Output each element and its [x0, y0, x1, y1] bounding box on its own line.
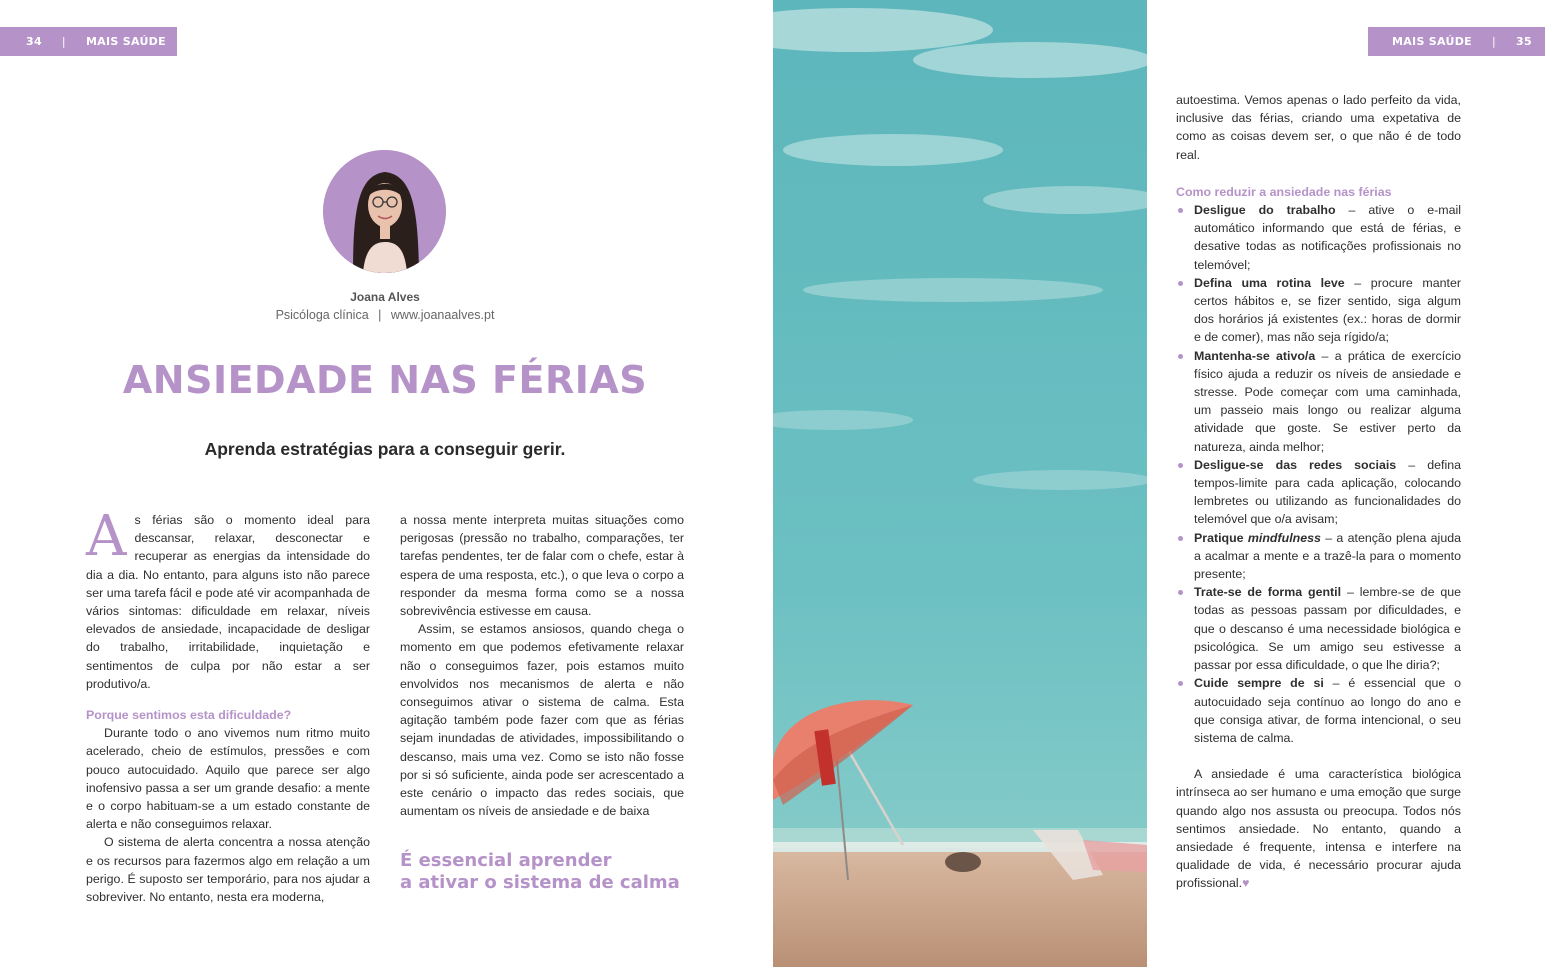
list-item [1176, 201, 1461, 274]
author-avatar [323, 150, 446, 273]
credentials-separator: | [378, 308, 382, 322]
body-paragraph: a nossa mente interpreta muitas situações como perigosas (pressão no trabalho, comparações, ter tarefas pendentes, ter de falar com o chefe, estar à espera de uma resposta, etc.), o que leva o corpo a responder da mesma forma como se a nossa sobrevivência estivesse em causa. [400, 513, 684, 619]
closing-text: A ansiedade é uma característica biológica intrínseca ao ser humano e uma emoção que surge quando algo nos assusta ou preocupa. Todos nós sentimos ansiedade. No entanto, quando a ansiedade é frequente, intensa e interfere na qualidade de vida, é necessário procurar ajuda profissional. [1176, 767, 1461, 891]
author-name: Joana Alves [350, 290, 420, 304]
body-paragraph: Assim, se estamos ansiosos, quando chega o momento em que podemos efetivamente relaxar não o conseguimos fazer, pois estamos muito envolvidos nos mecanismos de alerta e não conseguimos ativar o sistema de calma. Esta agitação também pode fazer com que as férias sejam inundadas de atividades, impossibilitando o descanso, mais uma vez. Como se isto não fosse por si só suficiente, ainda pode ser acrescentado a este cenário o impacto das redes sociais, que aumentam os níveis de ansiedade e de baixa [400, 622, 684, 819]
tip-title-italic: mindfulness [1247, 530, 1321, 545]
tip-title: Desligue-se das redes sociais [1194, 457, 1397, 472]
page-number: 34 [26, 35, 42, 48]
pull-quote-line: a ativar o sistema de calma [400, 872, 680, 893]
tip-title: Pratique [1194, 530, 1248, 545]
author-website-link[interactable]: www.joanaalves.pt [390, 308, 495, 322]
body-paragraph: Durante todo o ano vivemos num ritmo muito acelerado, cheio de estímulos, pressões e com pouco autocuidado. Aquilo que parece ser algo inofensivo passa a ser um grande desafio: a mente e o corpo habituam-se a um estado constante de alerta e não conseguimos relaxar. [86, 726, 370, 832]
tips-list [1176, 201, 1461, 747]
section-heading-why: Porque sentimos esta dificuldade? [86, 708, 292, 723]
tip-text: – a atenção plena ajuda a acalmar a mente e a trazê-la para o momento presente; [1194, 530, 1461, 582]
list-item [1176, 347, 1461, 456]
header-separator: | [1491, 35, 1496, 48]
page-number: 35 [1516, 35, 1532, 48]
body-paragraph: autoestima. Vemos apenas o lado perfeito da vida, inclusive das férias, criando uma expetativa de como as coisas devem ser, o que não é de todo real. [1176, 93, 1461, 162]
tip-text: – procure manter certos hábitos e, se fizer sentido, siga algum dos horários já existentes (ex.: horas de dormir e de comer), mas não seja rígido/a; [1194, 275, 1461, 345]
page-header-right [1368, 27, 1545, 56]
body-paragraph: O sistema de alerta concentra a nossa atenção e os recursos para fazermos algo em relação a um perigo. É suposto ser temporário, para nos ajudar a sobreviver. No entanto, nesta era moderna, [86, 835, 370, 905]
tip-title: Mantenha-se ativo/a [1194, 348, 1316, 363]
intro-paragraph [86, 504, 370, 693]
article-column-3 [1176, 91, 1461, 893]
article-title: ANSIEDADE NAS FÉRIAS [122, 358, 648, 402]
tip-text: – defina tempos-limite para cada aplicação, colocando lembretes ou utilizando as funcionalidades do telemóvel que o/a avisam; [1194, 457, 1461, 527]
list-item [1176, 674, 1461, 747]
tip-text: – a prática de exercício físico ajuda a reduzir os níveis de ansiedade e stresse. Pode começar com uma caminhada, um passeio mais longo ou realizar alguma atividade que goste. Se estiver perto da natureza, ainda melhor; [1194, 348, 1461, 454]
list-item [1176, 274, 1461, 347]
section-label: MAIS SAÚDE [85, 35, 166, 48]
tip-title: Defina uma rotina leve [1194, 275, 1345, 290]
drop-cap: A [86, 504, 127, 569]
tip-text: – ative o e-mail automático informando que está de férias, e desative todas as notificações profissionais no telemóvel; [1194, 203, 1461, 272]
tip-text: – lembre-se de que todas as pessoas passam por dificuldades, e que o descanso é uma necessidade biológica e psicológica. Se um amigo seu estivesse a passar por essa dificuldade, o que lhe diria?; [1194, 585, 1462, 673]
article-column-1 [86, 504, 370, 906]
pull-quote [400, 850, 700, 894]
list-item [1176, 529, 1461, 584]
article-column-2 [400, 511, 684, 820]
beach-photo [773, 0, 1147, 967]
heart-icon: ♥ [1242, 876, 1250, 891]
tip-title: Desligue do trabalho [1194, 203, 1336, 218]
tip-title: Cuide sempre de si [1194, 676, 1324, 691]
section-heading-how: Como reduzir a ansiedade nas férias [1176, 184, 1392, 199]
author-role: Psicóloga clínica [275, 308, 369, 322]
tip-title: Trate-se de forma gentil [1194, 585, 1342, 600]
tip-text: – é essencial que o autocuidado seja contínuo ao longo do ano e que consiga ativar, de forma intencional, o seu sistema de calma. [1194, 676, 1462, 745]
pull-quote-line: É essencial aprender [400, 850, 612, 871]
intro-text: s férias são o momento ideal para descansar, relaxar, desconectar e recuperar as energias da intensidade do dia a dia. No entanto, para alguns isto não parece ser uma tarefa fácil e pode até vir acompanhada de vários sintomas: dificuldade em relaxar, níveis elevados de ansiedade, incapacidade de desligar do trabalho, irritabilidade, inquietação e sentimentos de culpa por não estar a ser produtivo/a. [86, 513, 370, 691]
author-credentials [230, 308, 540, 322]
section-label: MAIS SAÚDE [1392, 35, 1472, 48]
list-item [1176, 456, 1461, 529]
closing-paragraph [1176, 765, 1461, 892]
list-item [1176, 583, 1461, 674]
page-header-left [0, 27, 177, 56]
article-subtitle: Aprenda estratégias para a conseguir gerir. [204, 439, 566, 459]
header-separator: | [61, 35, 66, 48]
